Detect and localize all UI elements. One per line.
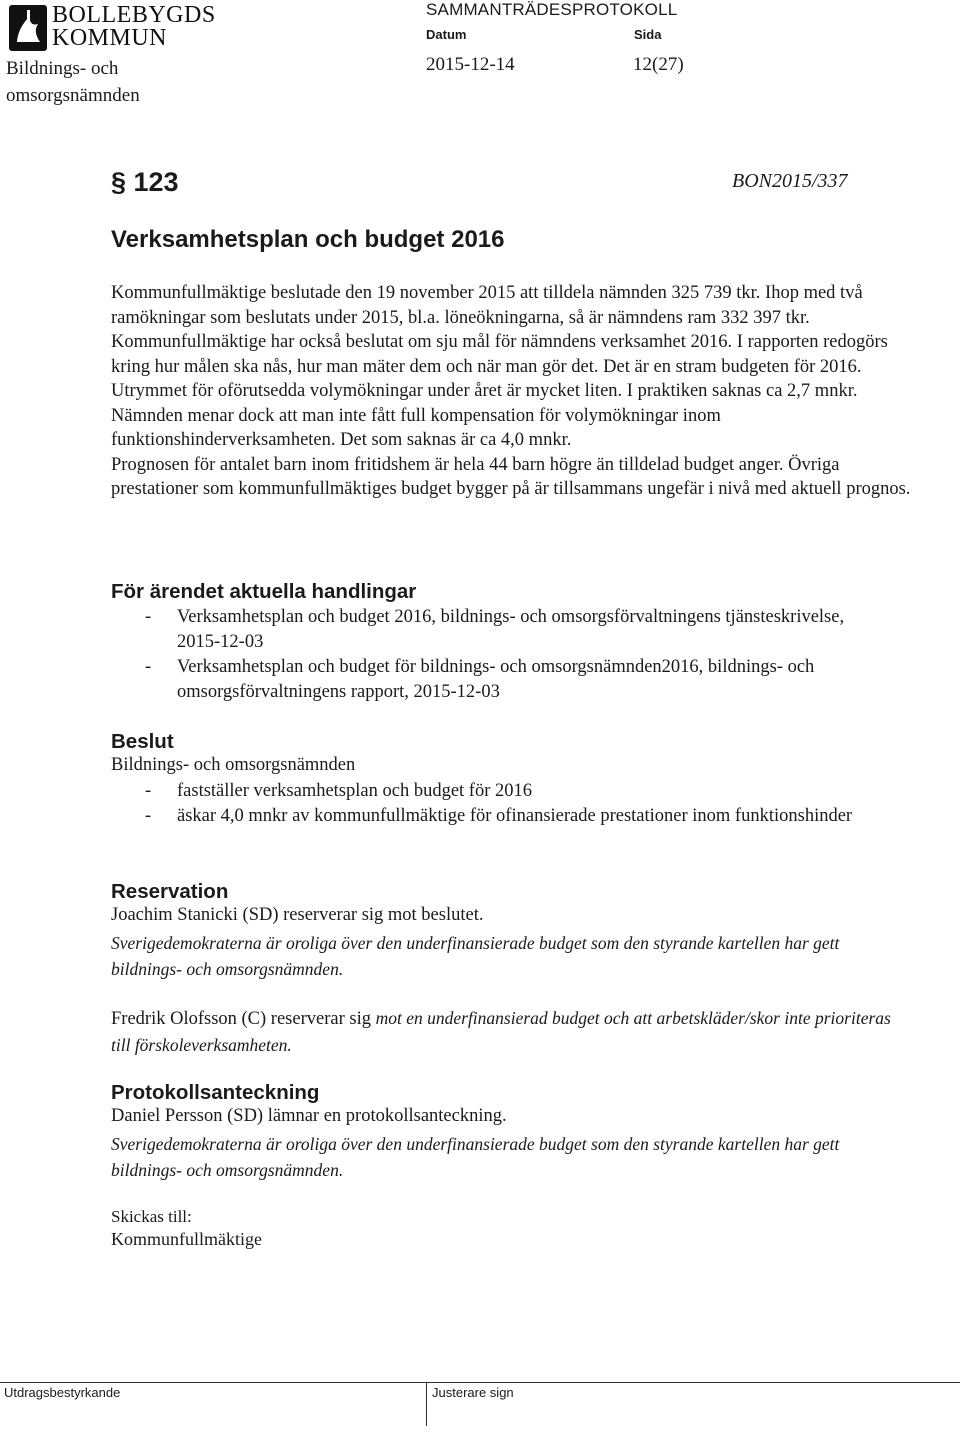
- list-item: - Verksamhetsplan och budget för bildnings- och omsorgsnämnden2016, bildnings- och omsorgsförvaltningens rapport, 2015-12-03: [111, 655, 871, 705]
- minutes-note-statement: Sverigedemokraterna är oroliga över den underfinansierade budget som den styrande kartellen har gett bildnings- och omsorgsnämnden.: [111, 1134, 840, 1180]
- minutes-note-text: Daniel Persson (SD) lämnar en protokollsanteckning.: [111, 1106, 507, 1126]
- reservation-1-statement: Sverigedemokraterna är oroliga över den underfinansierade budget som den styrande kartellen har gett bildnings- och omsorgsnämnden.: [111, 933, 840, 979]
- logo-line-2: KOMMUN: [52, 25, 168, 51]
- page-title: Verksamhetsplan och budget 2016: [111, 226, 505, 253]
- list-item: - äskar 4,0 mnkr av kommunfullmäktige för ofinansierade prestationer inom funktionshinder: [111, 804, 871, 829]
- reservation-2: [111, 1005, 891, 1059]
- department-line-2: omsorgsnämnden: [6, 85, 140, 106]
- page-value: 12(27): [633, 54, 684, 75]
- distribution-recipient: Kommunfullmäktige: [111, 1229, 262, 1249]
- reservation-2-statement: mot en underfinansierad budget och att arbetskläder/skor inte prioriteras till förskoleverksamheten.: [111, 1008, 891, 1055]
- documents-list: [111, 605, 871, 705]
- municipality-logo: [8, 2, 216, 56]
- case-number: BON2015/337: [732, 170, 848, 192]
- reservation-2-text: Fredrik Olofsson (C) reserverar sig: [111, 1009, 376, 1029]
- department-name: [6, 55, 140, 109]
- department-line-1: Bildnings- och: [6, 58, 119, 79]
- reservation-heading: Reservation: [111, 880, 229, 903]
- distribution-label: Skickas till:: [111, 1207, 192, 1226]
- page-label: Sida: [634, 27, 662, 42]
- decision-heading: Beslut: [111, 730, 174, 753]
- documents-heading: För ärendet aktuella handlingar: [111, 580, 417, 603]
- logo-wordmark: [52, 4, 216, 50]
- certification-label: Utdragsbestyrkande: [4, 1385, 121, 1400]
- intro-text: [111, 281, 921, 502]
- intro-part-b: Kommunfullmäktige har också beslutat om sju mål för nämndens verksamhet 2016. I rapporten redogörs kring hur målen ska nås, hur man mäter dem och när man gör det. Det är en stram budgeten för 2016. Utrymmet för oförutsedda volymökningar under året är mycket liten. I praktiken saknas ca 2,7 mnkr. Nämnden menar dock att man inte fått full kompensation för volymökningar inom funktionshinderverksamheten. Det som saknas är ca 4,0 mnkr.: [111, 332, 888, 450]
- municipality-crest-icon: [8, 4, 48, 52]
- decision-list: [111, 779, 871, 829]
- list-item: - fastställer verksamhetsplan och budget för 2016: [111, 779, 871, 804]
- reservation-1-text: Joachim Stanicki (SD) reserverar sig mot beslutet.: [111, 905, 484, 925]
- date-label: Datum: [426, 27, 467, 42]
- footer-column-divider: [426, 1382, 427, 1426]
- paragraph-number: § 123: [111, 167, 179, 197]
- adjuster-sign-label: Justerare sign: [432, 1385, 514, 1400]
- document-title: SAMMANTRÄDESPROTOKOLL: [426, 0, 678, 19]
- intro-part-c: Prognosen för antalet barn inom fritidshem är hela 44 barn högre än tilldelad budget anger. Övriga prestationer som kommunfullmäktiges budget bygger på är tillsammans ungefär i nivå med aktuell prognos.: [111, 454, 911, 499]
- logo-line-1: BOLLEBYGDS: [52, 2, 216, 28]
- date-value: 2015-12-14: [426, 54, 515, 75]
- list-item: - Verksamhetsplan och budget 2016, bildnings- och omsorgsförvaltningens tjänsteskrivelse, 2015-12-03: [111, 605, 871, 655]
- intro-part-a: Kommunfullmäktige beslutade den 19 november 2015 att tilldela nämnden 325 739 tkr. Ihop med två ramökningar som beslutats under 2015, bl.a. löneökningarna, så är nämndens ram 332 397 tkr.: [111, 283, 863, 328]
- footer-divider-line: [0, 1382, 960, 1383]
- decision-subject: Bildnings- och omsorgsnämnden: [111, 755, 356, 775]
- minutes-note-heading: Protokollsanteckning: [111, 1081, 320, 1104]
